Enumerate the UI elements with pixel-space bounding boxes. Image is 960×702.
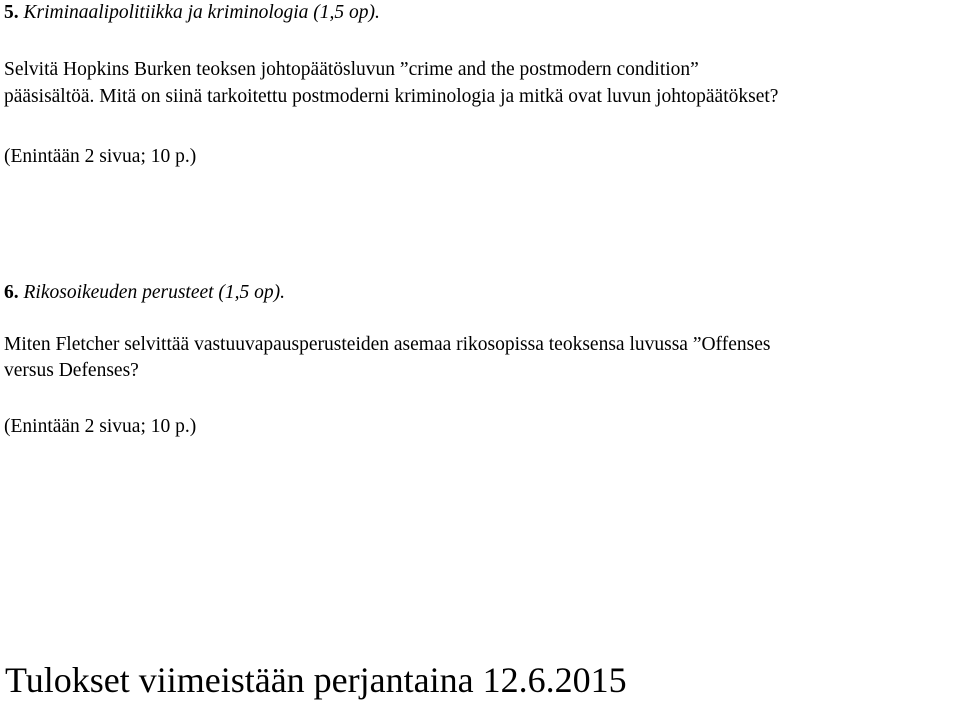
question-6-text-line-2: versus Defenses? — [4, 360, 139, 381]
question-6-text-line-1: Miten Fletcher selvittää vastuuvapausperusteiden asemaa rikosopissa teoksensa luvussa ”Offenses — [4, 334, 771, 355]
question-5-text-line-2: pääsisältöä. Mitä on siinä tarkoitettu postmoderni kriminologia ja mitkä ovat luvun johtopäätökset? — [4, 86, 779, 107]
question-6-title: Rikosoikeuden perusteet (1,5 op). — [23, 282, 286, 303]
question-5-limit: (Enintään 2 sivua; 10 p.) — [4, 146, 197, 167]
question-6-limit: (Enintään 2 sivua; 10 p.) — [4, 416, 197, 437]
question-5-heading — [4, 1, 380, 25]
question-5-title: Kriminaalipolitiikka ja kriminologia (1,5 op). — [23, 2, 380, 23]
question-6-heading — [4, 281, 285, 305]
question-6-number: 6. — [4, 282, 19, 303]
question-5-text-line-1: Selvitä Hopkins Burken teoksen johtopäätösluvun ”crime and the postmodern condition” — [4, 59, 699, 80]
question-5-number: 5. — [4, 2, 19, 23]
results-deadline: Tulokset viimeistään perjantaina 12.6.2015 — [5, 660, 627, 700]
